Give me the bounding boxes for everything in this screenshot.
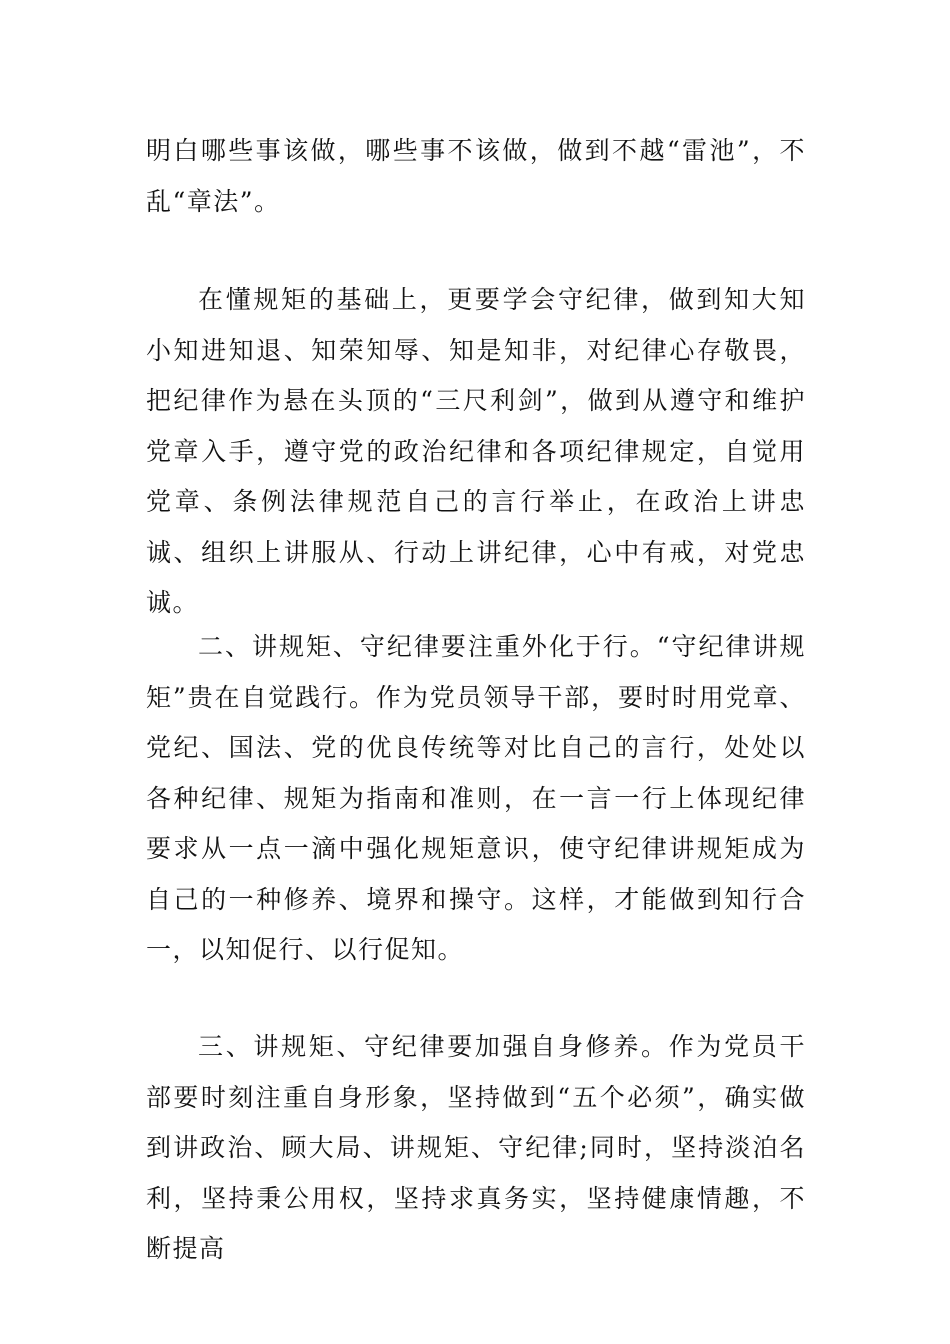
paragraph-discipline-basis: 在懂规矩的基础上，更要学会守纪律，做到知大知小知进知退、知荣知辱、知是知非，对纪律心存敬畏，把纪律作为悬在头顶的“三尺利剑”，做到从遵守和维护党章入手，遵守党的政治纪律和各项纪律规定，自觉用党章、条例法律规范自己的言行举止，在政治上讲忠诚、组织上讲服从、行动上讲纪律，心中有戒，对党忠诚。 xyxy=(146,285,806,617)
paragraph-section-two: 二、讲规矩、守纪律要注重外化于行。“守纪律讲规矩”贵在自觉践行。作为党员领导干部，要时时用党章、党纪、国法、党的优良传统等对比自己的言行，处处以各种纪律、规矩为指南和准则，在一言一行上体现纪律要求从一点一滴中强化规矩意识，使守纪律讲规矩成为自己的一种修养、境界和操守。这样，才能做到知行合一，以知促行、以行促知。 xyxy=(146,632,806,964)
paragraph-section-three: 三、讲规矩、守纪律要加强自身修养。作为党员干部要时刻注重自身形象，坚持做到“五个必须”，确实做到讲政治、顾大局、讲规矩、守纪律;同时，坚持淡泊名利，坚持秉公用权，坚持求真务实，坚持健康情趣，不断提高 xyxy=(146,1032,806,1263)
paragraph-continuation: 明白哪些事该做，哪些事不该做，做到不越“雷池”，不乱“章法”。 xyxy=(146,136,806,216)
